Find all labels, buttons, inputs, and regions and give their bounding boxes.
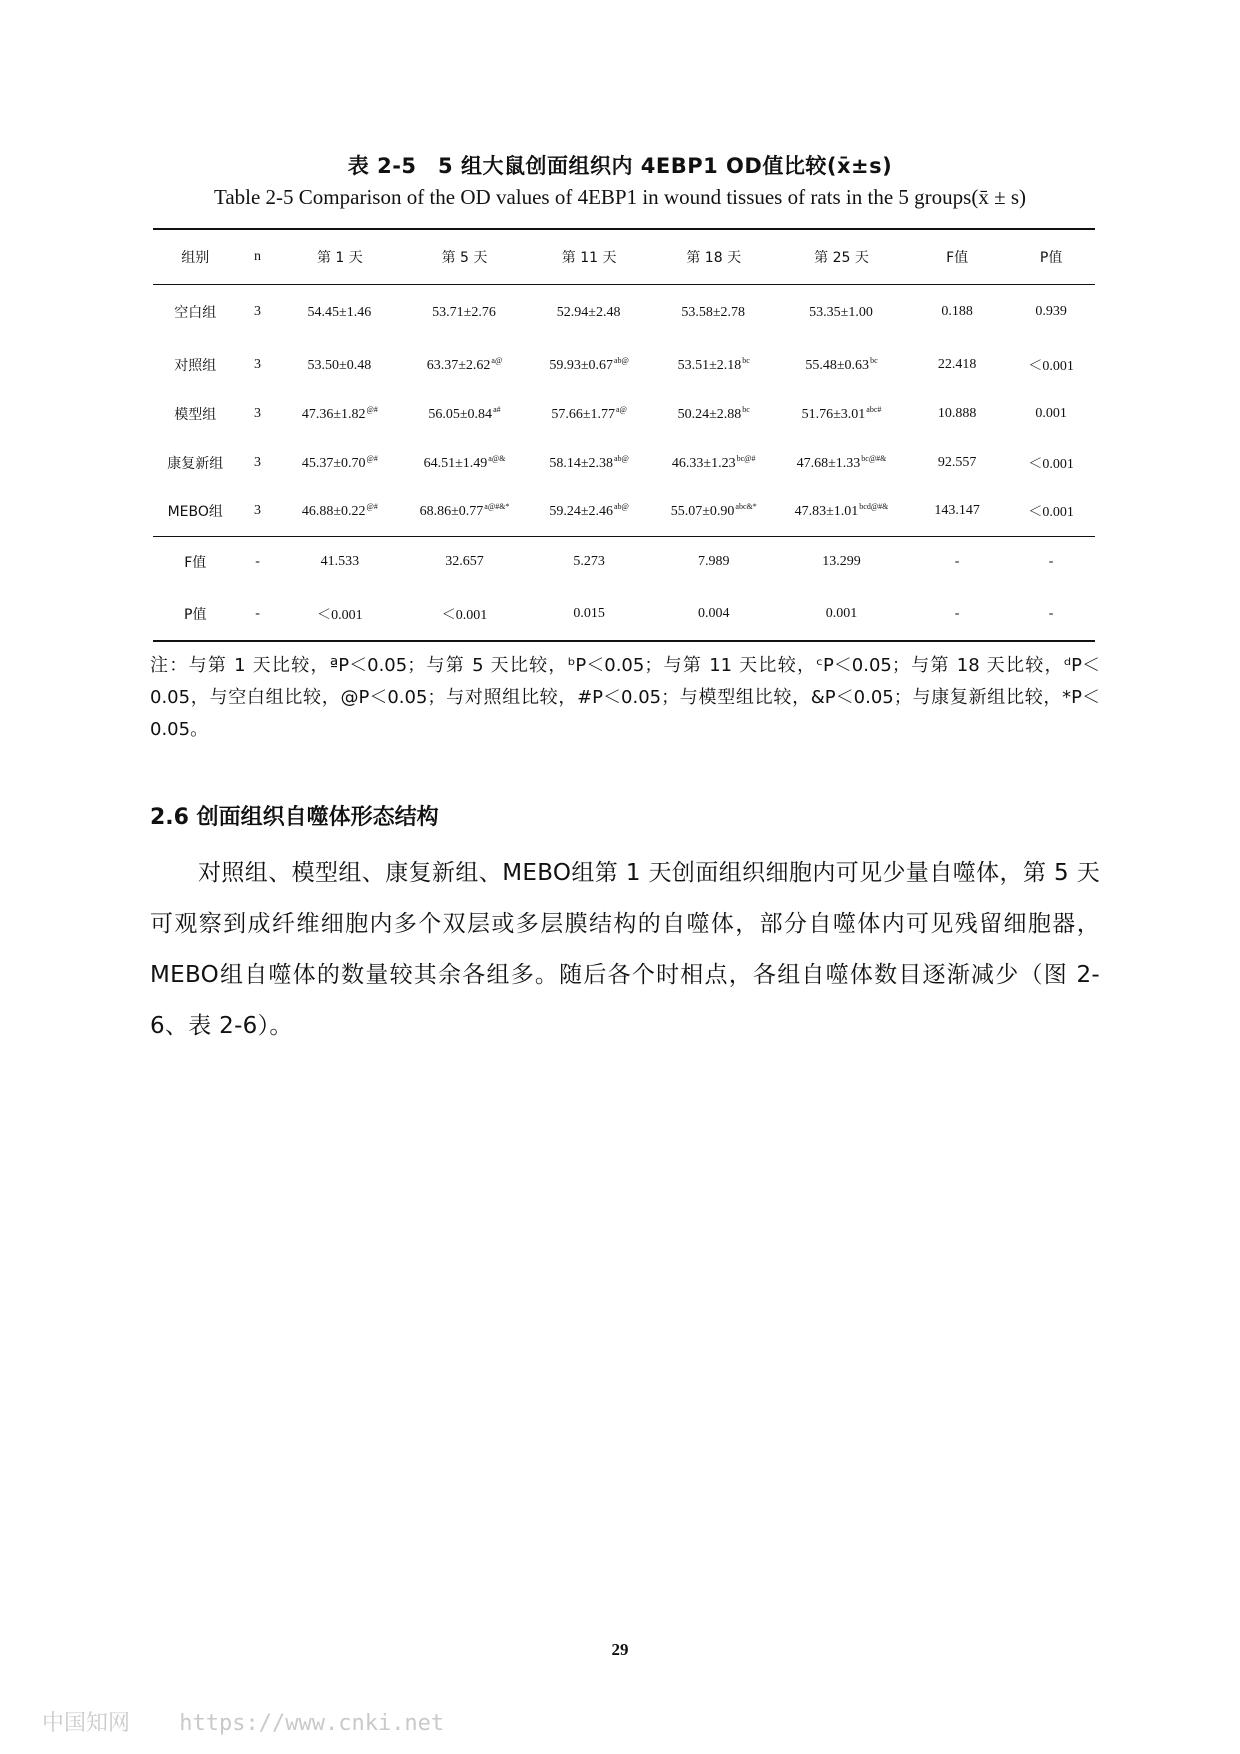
stat-cell-d5: 32.657 [445, 554, 484, 570]
stat-cell-d18: 0.004 [697, 606, 730, 621]
header-day25: 第 25 天 [814, 249, 869, 266]
cell-p [1007, 284, 1095, 340]
cell-d1 [278, 438, 403, 487]
stat-cell-d1: 41.533 [320, 554, 360, 570]
cell-d25-text: 47.83±1.01 [794, 504, 859, 520]
cell-d18 [651, 340, 776, 389]
cell-p-text: 0.001 [1035, 405, 1067, 421]
cell-n-text: 3 [254, 503, 262, 519]
cell-d1-superscript: @# [366, 502, 378, 512]
cell-d1-text: 47.36±1.82 [301, 406, 366, 422]
cell-d5-text: 64.51±1.49 [423, 455, 488, 471]
cell-n-text: 3 [254, 304, 262, 320]
table-caption-cn: 表 2-5 5 组大鼠创面组织内 4EBP1 OD值比较(x̄±s) [347, 154, 893, 178]
cell-f [907, 487, 1007, 536]
table-row [153, 438, 1095, 487]
cell-group [153, 389, 237, 438]
cell-d25 [776, 389, 907, 438]
cell-d25-text: 53.35±1.00 [809, 305, 873, 321]
cell-d18-text: 46.33±1.23 [671, 455, 736, 471]
cell-p-text: 0.939 [1035, 304, 1067, 320]
cell-n-text: 3 [254, 405, 262, 421]
cell-d11 [527, 340, 652, 389]
header-day5: 第 5 天 [441, 249, 488, 266]
header-group: 组别 [181, 249, 210, 266]
cell-d25-superscript: bcd@#& [859, 502, 889, 512]
cell-f-text: 0.188 [941, 304, 973, 320]
cell-d1-text: 54.45±1.46 [307, 305, 372, 321]
cell-f-text: 143.147 [934, 503, 980, 519]
header-f-value: F值 [946, 249, 969, 266]
cell-p-text: ＜0.001 [1028, 505, 1074, 521]
cell-d5 [402, 487, 527, 536]
cell-d18 [651, 284, 776, 340]
cell-d1 [278, 389, 403, 438]
cell-d5-superscript: a# [493, 404, 501, 414]
cell-f-text: 22.418 [937, 356, 977, 372]
cell-d18 [651, 487, 776, 536]
header-p-value: P值 [1039, 249, 1063, 266]
cell-d18-text: 53.58±2.78 [681, 305, 746, 321]
stat-row [153, 588, 1095, 641]
cell-d5 [402, 340, 527, 389]
cell-d18-superscript: bc@# [736, 453, 756, 463]
cell-d11 [527, 284, 652, 340]
cell-group-text: 空白组 [174, 305, 217, 322]
stat-cell-d1: ＜0.001 [317, 608, 363, 623]
cell-d18-superscript: bc [742, 355, 750, 365]
page-number: 29 [611, 1640, 629, 1659]
cell-d18-text: 55.07±0.90 [670, 504, 735, 520]
cell-d11-superscript: ab@ [614, 502, 629, 512]
cell-group-text: 对照组 [174, 357, 217, 374]
cell-d18-text: 53.51±2.18 [677, 357, 742, 373]
cell-group [153, 438, 237, 487]
cell-d5-text: 56.05±0.84 [428, 406, 493, 422]
stat-cell-d5: ＜0.001 [441, 608, 488, 623]
cell-group [153, 284, 237, 340]
cell-d11-superscript: ab@ [614, 453, 629, 463]
table-row [153, 389, 1095, 438]
cell-d11-superscript: ab@ [614, 355, 629, 365]
cell-d1-superscript: @# [366, 404, 378, 414]
cell-d25-text: 55.48±0.63 [805, 357, 870, 373]
cell-d5 [402, 389, 527, 438]
cell-d25-text: 47.68±1.33 [796, 455, 861, 471]
cell-d5 [402, 438, 527, 487]
cell-f-text: 92.557 [937, 454, 977, 470]
stat-cell-p: - [1048, 554, 1054, 570]
stat-cell-f: - [954, 606, 960, 621]
cell-d1 [278, 487, 403, 536]
stat-cell-f: - [954, 554, 960, 570]
cell-d11-text: 59.24±2.46 [549, 504, 613, 520]
cell-group [153, 340, 237, 389]
cell-f [907, 438, 1007, 487]
stat-cell-label: P值 [184, 607, 207, 623]
watermark-url: https://www.cnki.net [179, 1711, 445, 1736]
stat-cell-n: - [255, 554, 260, 570]
cell-group-text: MEBO组 [167, 504, 223, 521]
cell-d18-superscript: bc [742, 404, 750, 414]
cell-p-text: ＜0.001 [1028, 358, 1074, 374]
cell-n [237, 340, 277, 389]
cell-d18 [651, 389, 776, 438]
stat-cell-d25: 0.001 [825, 606, 858, 621]
cell-d5-superscript: a@& [488, 453, 506, 463]
cell-n-text: 3 [254, 356, 262, 372]
cell-p-text: ＜0.001 [1028, 456, 1074, 472]
cell-n [237, 438, 277, 487]
table-row [153, 340, 1095, 389]
table-caption-en: Table 2-5 Comparison of the OD values of 4EBP1 in wound tissues of rats in the 5 groups(x̄ ± s) [213, 185, 1027, 209]
cell-d25 [776, 487, 907, 536]
watermark [42, 1706, 444, 1737]
cell-d25-superscript: abc# [866, 404, 882, 414]
cell-f-text: 10.888 [937, 405, 977, 421]
cell-d11-text: 57.66±1.77 [551, 406, 615, 422]
cell-group-text: 康复新组 [167, 455, 224, 472]
cell-d5-text: 53.71±2.76 [432, 305, 496, 321]
cell-d25-text: 51.76±3.01 [801, 406, 866, 422]
cell-f [907, 284, 1007, 340]
stat-cell-p: - [1048, 606, 1054, 621]
cell-d11-text: 59.93±0.67 [549, 357, 613, 373]
section-heading: 2.6 创面组织自噬体形态结构 [150, 805, 439, 830]
cell-d1-text: 53.50±0.48 [307, 357, 372, 373]
header-day18: 第 18 天 [686, 249, 742, 266]
cell-f [907, 389, 1007, 438]
cell-p [1007, 487, 1095, 536]
cell-d1 [278, 340, 403, 389]
cell-f [907, 340, 1007, 389]
table-header-row [153, 229, 1095, 284]
cell-p [1007, 340, 1095, 389]
od-value-table [153, 228, 1095, 642]
cell-d11-text: 58.14±2.38 [549, 455, 613, 471]
stat-row [153, 536, 1095, 588]
cell-d1-superscript: @# [366, 453, 378, 463]
cell-n-text: 3 [254, 454, 262, 470]
watermark-cn: 中国知网 [42, 1711, 131, 1736]
cell-d1-text: 45.37±0.70 [301, 455, 366, 471]
cell-p [1007, 389, 1095, 438]
cell-d25-superscript: bc [870, 355, 878, 365]
cell-d5-superscript: a@ [491, 355, 503, 365]
cell-d18 [651, 438, 776, 487]
stat-cell-d11: 5.273 [573, 554, 605, 570]
header-day11: 第 11 天 [561, 249, 617, 266]
header-n: n [254, 248, 262, 264]
stat-cell-n: - [255, 606, 260, 621]
cell-d1 [278, 284, 403, 340]
cell-d25 [776, 438, 907, 487]
cell-p [1007, 438, 1095, 487]
cell-group-text: 模型组 [174, 406, 217, 423]
table-row [153, 284, 1095, 340]
stat-cell-label: F值 [184, 555, 207, 572]
cell-d5 [402, 284, 527, 340]
cell-d18-superscript: abc&* [735, 502, 757, 512]
cell-d18-text: 50.24±2.88 [677, 406, 742, 422]
cell-n [237, 487, 277, 536]
cell-d11-text: 52.94±2.48 [556, 305, 621, 321]
section-paragraph: 对照组、模型组、康复新组、MEBO组第 1 天创面组织细胞内可见少量自噬体，第 5 天可观察到成纤维细胞内多个双层或多层膜结构的自噬体，部分自噬体内可见残留细胞器，MEBO组自噬体的数量较其余各组多。随后各个时相点，各组自噬体数目逐渐减少（图 2-6、表 2-6）。 [150, 860, 1100, 1039]
cell-d5-text: 68.86±0.77 [419, 504, 484, 520]
cell-d5-superscript: a@#&* [484, 502, 510, 512]
cell-d11 [527, 487, 652, 536]
cell-d25-superscript: bc@#& [861, 453, 887, 463]
cell-d11-superscript: a@ [616, 404, 627, 414]
cell-d25 [776, 284, 907, 340]
table-footnote: 注：与第 1 天比较，ªP＜0.05；与第 5 天比较，ᵇP＜0.05；与第 11 天比较，ᶜP＜0.05；与第 18 天比较，ᵈP＜0.05，与空白组比较，@P＜0.05；与对照组比较，#P＜0.05；与模型组比较，&P＜0.05；与康复新组比较，*P＜0.05。 [150, 655, 1100, 740]
cell-n [237, 389, 277, 438]
header-day1: 第 1 天 [316, 249, 363, 266]
cell-d11 [527, 438, 652, 487]
stat-cell-d18: 7.989 [697, 554, 730, 570]
cell-d5-text: 63.37±2.62 [426, 357, 491, 373]
cell-d25 [776, 340, 907, 389]
cell-d11 [527, 389, 652, 438]
cell-n [237, 284, 277, 340]
stat-cell-d11: 0.015 [573, 606, 605, 621]
table-row [153, 487, 1095, 536]
cell-d1-text: 46.88±0.22 [301, 504, 366, 520]
stat-cell-d25: 13.299 [822, 554, 861, 570]
cell-group [153, 487, 237, 536]
